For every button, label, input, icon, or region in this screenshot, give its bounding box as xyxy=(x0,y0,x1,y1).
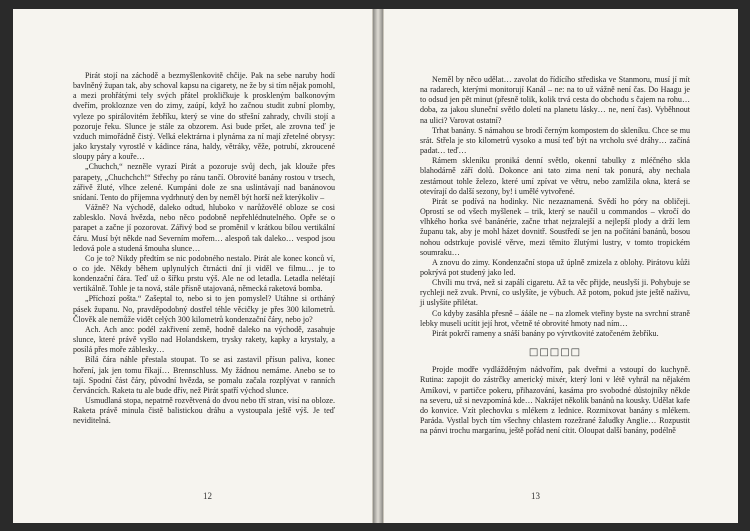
paragraph: Pirát pokrčí rameny a snáší banány po výrvtkovité zatočeném žebříku. xyxy=(432,328,659,338)
paragraph: Usmudlaná stopa, nepatrně rozvětvená do dvou nebo tří stran, visí na obloze. Raketa právě minula čistě balistickou dráhu a vystoupala ještě výš. Je teď neviditelná. xyxy=(73,396,335,426)
right-page-text xyxy=(420,75,690,436)
paragraph: Projde modře vydlážděným nádvořím, pak dveřmi a vstoupí do kuchyně. Rutina: zapojit do zástrčky americký mixér, který loni v létě vyhrál na nějakém Amíkovi, v partičce pokeru, přihazování, kasáma pro svobodné důstojníky někde na severu, už si nevzpomíná kde… Nakrájet několik banánů na kousky. Udělat kafe do konvice. Vzít plechovku s mlékem z lednice. Rozmixovat banány s mlékem. Paráda. Vystlal bych tím všechny chlastem rozežrané žaludky Anglie… Rozpustit na pánvi trochu margarínu, ještě pořád není cítit. Oloupat další banány, podélně xyxy=(420,365,690,436)
paragraph: „Chuchch,“ nezněle vyrazí Pirát a pozoruje svůj dech, jak klouže přes parapety, „Chuchchch!“ Střechy po ránu tančí. Obrovité banány rostou v trsech, zářivě žluté, vlhce zelené. Kumpáni dole ze sna uslintávají nad banánovou snídaní. Tento do příjemna vydrhnutý den by neměl být horší než kterýkoliv – xyxy=(73,162,335,202)
page-number: 12 xyxy=(203,491,212,501)
right-page xyxy=(383,9,738,523)
paragraph: A znovu do zimy. Kondenzační stopa už úplně zmizela z oblohy. Pirátovu kůži pokrývá pot studený jako led. xyxy=(420,257,690,277)
paragraph: Ach. Ach ano: podél zakřivení země, hodně daleko na východě, zasahuje slunce, které právě vyšlo nad Holandskem, trysky rakety, kapky a krystaly, a posílá přes moře záblesky… xyxy=(73,324,335,355)
book-gutter xyxy=(373,9,383,523)
paragraph: Co je to? Nikdy předtím se nic podobného nestalo. Pirát ale konec konců ví, o co jde. Někdy během uplynulých čtrnácti dní ji viděl ve filmu… je to kondenzační čára. Teď už o šířku prstu výš. Ale ne od letadla. Letadla nelétají vertikálně. Tohle je ta nová, stále přísně utajovaná, německá raketová bomba. xyxy=(73,253,335,294)
paragraph: Vážně? Na východě, daleko odtud, hluboko v narůžovělé obloze se cosi zablesklo. Nová hvězda, nebo něco podobně nepřehlédnutelného. Opře se o parapet a začne jí pozorovat. Zářivý bod se proměnil v krátkou bílou vertikální čáru. Musí být někde nad Severním mořem… alespoň tak daleko… vespod jsou ledová pole a studená šmouha slunce… xyxy=(73,203,335,253)
paragraph: Co kdyby zasáhla přesně – ááále ne – na zlomek vteřiny byste na svrchní straně lebky museli ucítit její hrot, včetně té obrovité hmoty nad ním… xyxy=(420,308,690,328)
paragraph: Bílá čára náhle přestala stoupat. To se asi zastavil přísun paliva, konec hoření, jak jen tomu říkají… Brennschluss. My žádnou nemáme. Anebo se to tají. Spodní část čáry, původní hvězda, se pomalu začala rozplývat v ranních červáncích. Raketa tu ale bude dřív, než Pirát spatří východ slunce. xyxy=(73,355,335,395)
paragraph: Rámem skleníku proniká denní světlo, okenní tabulky z mléčného skla blahodárně září dolů. Dokonce ani tato zima není tak ponurá, aby nechala zestárnout tohle železo, které umí zpívat ve větru, nebo zamlžila okna, která se otevírají do další sezony, by! i umělé vytvořené. xyxy=(420,156,690,196)
page-number: 13 xyxy=(531,491,540,501)
paragraph: Pirát stojí na záchodě a bezmyšlenkovitě chčije. Pak na sebe naruby hodí bavlněný župan tak, aby schoval kapsu na cigarety, ne že by si tím nějak pomohl, a mezi prohřátými tely svých přátel prokličkuje k proskleným balkonovým dveřím, prokloznze ven do zimy, zaúpí, když ho začnou studit zubní plomby, vyleze po spirálovitém žebříku, který se vine do střešní zahrady, chvíli stojí a pozoruje řeku. Slunce je stále za obzorem. Asi bude pršet, ale zrovna teď je vzduch mimořádně čistý. Velká elektrárna i plynárna za ní mají zřetelné obrysy: jako krystaly vyrostlé v kádince rána, haldy, větráky, věže, potrubí, zkroucené sloupy páry a kouře… xyxy=(73,71,335,162)
left-page xyxy=(13,9,373,523)
paragraph: Trhat banány. S námahou se brodí černým kompostem do skleníku. Chce se mu srát. Střela je sto kilometrů vysoko a musí teď být na vrcholu své dráhy… začíná padat… teď… xyxy=(420,125,690,156)
paragraph: Chvíli mu trvá, než si zapálí cigaretu. Až ta věc přijde, neuslyší ji. Pohybuje se rychleji než zvuk. První, co uslyšíte, je výbuch. Až potom, pokud jste ještě naživu, ji uslyšíte přilétat. xyxy=(420,278,690,308)
section-separator: □□□□□ xyxy=(528,347,582,359)
paragraph: Pirát se podívá na hodinky. Nic nezaznamená. Svědí ho póry na obličeji. Oprostí se od všech myšlenek – trik, který se naučil u commandos – vkročí do vlhkého horka své banánérie, začne trhat nejzralejší a nejlepší plody a drží lem županu tak, aby je mohl házet dovnitř. Soustředí se jen na počítání banánů, bosou nohou odstrkuje povislé věrve, mezi těmito žlutými lustry, v tomto tropickém soumraku… xyxy=(420,196,690,257)
left-page-text xyxy=(73,71,335,426)
paragraph: Neměl by něco udělat… zavolat do řídícího střediska ve Stanmoru, musí jí mít na radarech, kterými monitorují Kanál – ne: na to už vážně není čas. Do Haagu je to odsud jen pět minut (přesně tolik, kolik trvá cesta do obchodu s čajem na rohu… doba, za jakou sluneční světlo doletí na planetu lásky… ne, není čas). Vyběhnout na ulici? Varovat ostatní? xyxy=(420,75,690,125)
paragraph: „Příchozí pošta.“ Zašeptal to, nebo si to jen pomyslel? Utáhne si ortháný pásek županu. No, pravděpodobný dostřel téhle věcičky je přes 300 kilometrů. Člověk ale nemůže vidět celých 300 kilometrů kondenzační čáry, nebo jo? xyxy=(73,294,335,324)
